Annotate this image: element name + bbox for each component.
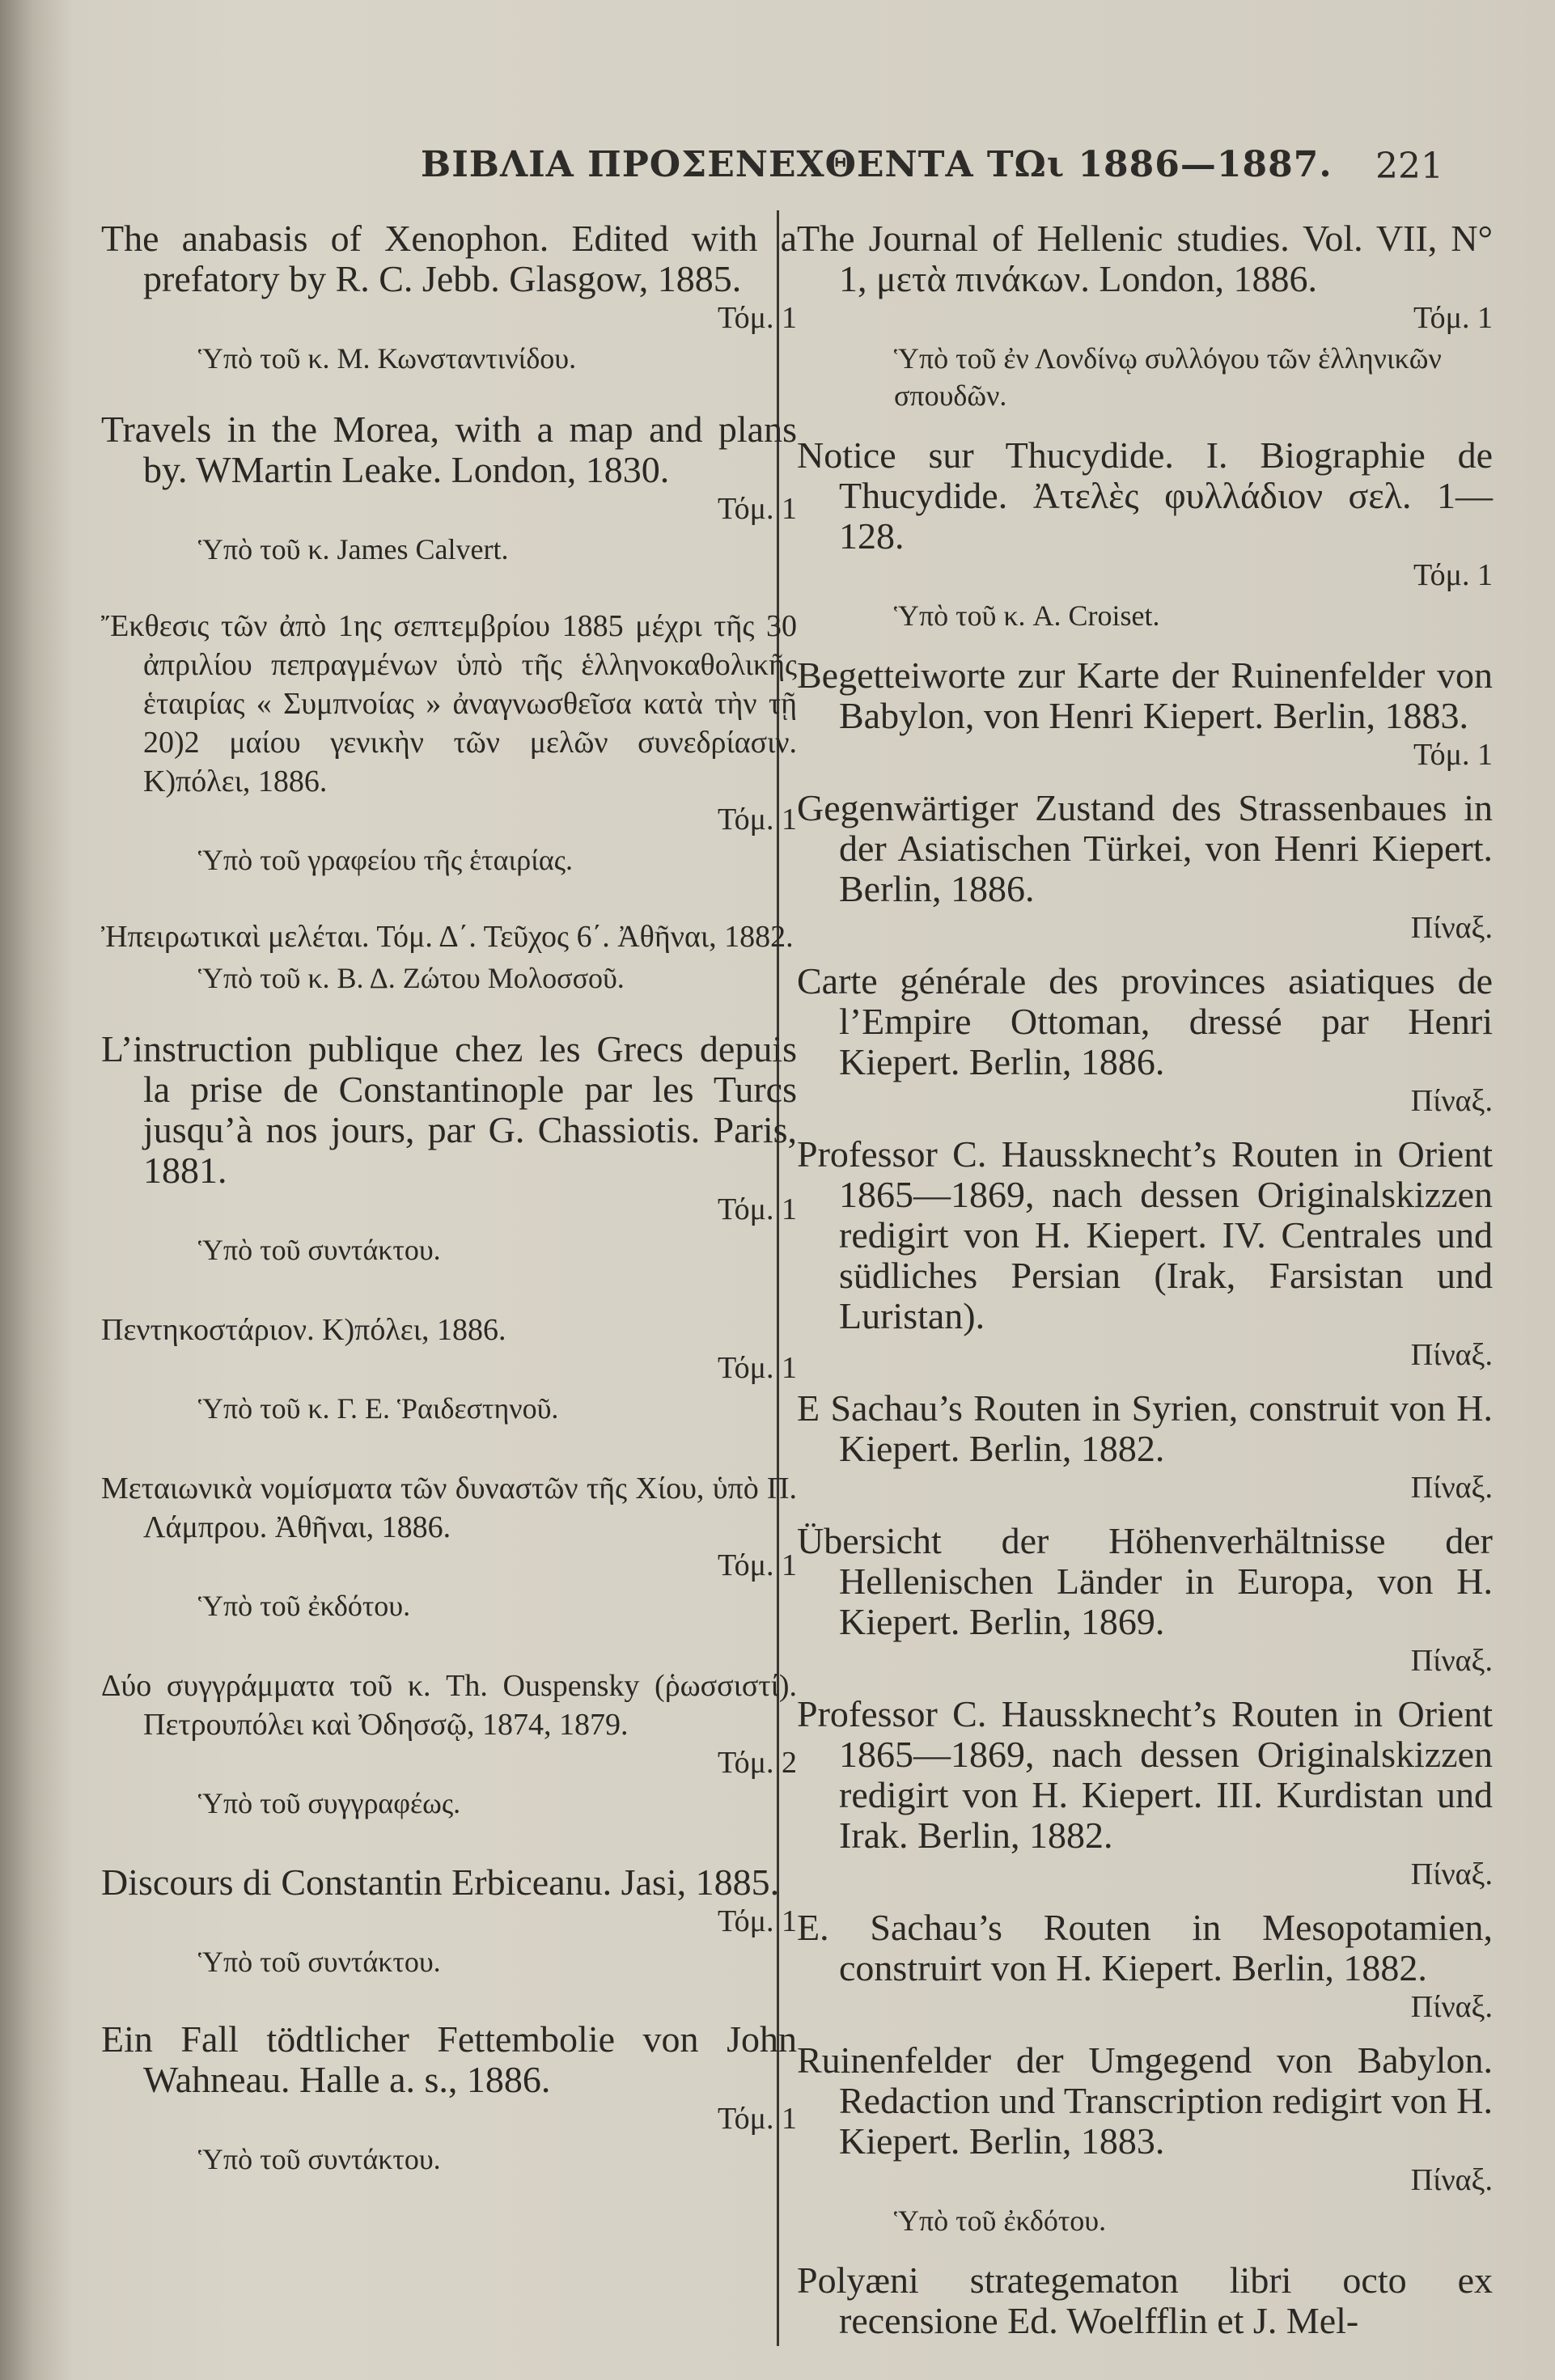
entry-title: Professor C. Haussknecht’s Routen in Orient 1865—1869, nach dessen Originalskizzen redigirt von H. Kiepert. IV. Centrales und südliches Persian (Irak, Farsistan und Luristan). bbox=[797, 1133, 1493, 1336]
entry-volume-count: Τόμ. 1 bbox=[1413, 301, 1493, 335]
entry-title: Ein Fall tödtlicher Fettembolie von John Wahneau. Halle a. s., 1886. bbox=[101, 2018, 797, 2100]
catalog-entry bbox=[797, 961, 1493, 1120]
entry-title: The Journal of Hellenic studies. Vol. VII, N° 1, μετὰ πινάκων. London, 1886. bbox=[797, 218, 1493, 299]
entry-volume-count: Πίναξ. bbox=[1410, 1084, 1493, 1118]
entry-volume-count: Τόμ. 1 bbox=[718, 803, 797, 836]
entry-donor: Ὑπὸ τοῦ ἐκδότου. bbox=[198, 1590, 411, 1622]
entry-volume-count: Τόμ. 1 bbox=[718, 2102, 797, 2136]
entry-volume-count: Πίναξ. bbox=[1410, 1990, 1493, 2024]
page-header bbox=[0, 138, 1555, 194]
entry-title: Ruinenfelder der Umgegend von Babylon. Redaction und Transcription redigirt von H. Kiepert. Berlin, 1883. bbox=[797, 2039, 1493, 2162]
entry-title: Discours di Constantin Erbiceanu. Jasi, 1885. bbox=[101, 1861, 780, 1903]
catalog-entry bbox=[101, 1469, 797, 1624]
entry-title: Travels in the Morea, with a map and plans by. WMartin Leake. London, 1830. bbox=[101, 409, 797, 490]
entry-volume-count: Τόμ. 1 bbox=[1413, 558, 1493, 592]
catalog-entry bbox=[101, 1029, 797, 1268]
entry-volume-count: Τόμ. 1 bbox=[718, 1192, 797, 1226]
catalog-entry bbox=[797, 1134, 1493, 1374]
entry-title: Gegenwärtiger Zustand des Strassenbaues in der Asiatischen Türkei, von Henri Kiepert. Berlin, 1886. bbox=[797, 787, 1493, 909]
entry-volume-count: Τόμ. 2 bbox=[718, 1746, 797, 1780]
left-column bbox=[101, 218, 797, 2178]
entry-title: The anabasis of Xenophon. Edited with a prefatory by R. C. Jebb. Glasgow, 1885. bbox=[101, 218, 797, 299]
right-column bbox=[797, 218, 1493, 2341]
entry-donor: Ὑπὸ τοῦ συγγραφέως. bbox=[198, 1787, 461, 1819]
catalog-entry bbox=[101, 917, 797, 997]
entry-title: Begetteiworte zur Karte der Ruinenfelder von Babylon, von Henri Kiepert. Berlin, 1883. bbox=[797, 654, 1493, 736]
entry-donor: Ὑπὸ τοῦ ἐκδότου. bbox=[894, 2204, 1107, 2237]
catalog-entry bbox=[101, 218, 797, 377]
entry-volume-count: Πίναξ. bbox=[1410, 1857, 1493, 1891]
entry-donor: Ὑπὸ τοῦ συντάκτου. bbox=[198, 1234, 441, 1266]
catalog-entry bbox=[101, 409, 797, 568]
entry-donor: Ὑπὸ τοῦ συντάκτου. bbox=[198, 2143, 441, 2175]
catalog-entry bbox=[101, 1862, 797, 1980]
catalog-entry bbox=[101, 1666, 797, 1822]
entry-title: Πεντηκοστάριον. Κ)πόλει, 1886. bbox=[101, 1313, 506, 1347]
catalog-entry bbox=[797, 218, 1493, 414]
entry-volume-count: Πίναξ. bbox=[1410, 1471, 1493, 1505]
entry-title: Μεταιωνικὰ νομίσματα τῶν δυναστῶν τῆς Χίου, ὑπὸ Π. Λάμπρου. Ἀθῆναι, 1886. bbox=[101, 1472, 797, 1544]
catalog-entry bbox=[797, 435, 1493, 634]
catalog-entry bbox=[797, 1388, 1493, 1506]
catalog-entry bbox=[797, 788, 1493, 946]
entry-title: Notice sur Thucydide. I. Biographie de Thucydide. Ἀτελὲς φυλλάδιον σελ. 1—128. bbox=[797, 434, 1493, 557]
entry-donor: Ὑπὸ τοῦ κ. Β. Δ. Ζώτου Μολοσσοῦ. bbox=[198, 962, 625, 994]
entry-donor: Ὑπὸ τοῦ κ. Γ. Ε. Ῥαιδεστηνοῦ. bbox=[198, 1392, 559, 1425]
catalog-entry bbox=[101, 1311, 797, 1427]
entry-title: L’instruction publique chez les Grecs depuis la prise de Constantinople par les Turcs jusqu’à nos jours, par G. Chassiotis. Paris, 1881. bbox=[101, 1028, 797, 1191]
entry-title: Δύο συγγράμματα τοῦ κ. Th. Ouspensky (ῥωσσιστί). Πετρουπόλει καὶ Ὀδησσῷ, 1874, 1879. bbox=[101, 1669, 797, 1742]
entry-title: E Sachau’s Routen in Syrien, construit von H. Kiepert. Berlin, 1882. bbox=[797, 1387, 1493, 1469]
catalog-entry bbox=[797, 2040, 1493, 2239]
entry-volume-count: Τόμ. 1 bbox=[718, 1351, 797, 1385]
running-title: ΒΙΒΛΙΑ ΠΡΟΣΕΝΕΧΘΕΝΤΑ ΤΩι 1886—1887. bbox=[421, 144, 1333, 185]
catalog-entry bbox=[797, 1521, 1493, 1679]
entry-donor: Ὑπὸ τοῦ κ. A. Croiset. bbox=[894, 599, 1160, 632]
entry-title: Ἠπειρωτικαὶ μελέται. Τόμ. Δ΄. Τεῦχος 6΄. Ἀθῆναι, 1882. bbox=[101, 920, 794, 954]
page-number: 221 bbox=[1375, 146, 1443, 187]
entry-title: Ἔκθεσις τῶν ἀπὸ 1ης σεπτεμβρίου 1885 μέχρι τῆς 30 ἀπριλίου πεπραγμένων ὑπὸ τῆς ἑλληνοκαθολικῆς ἑταιρίας « Συμπνοίας » ἀναγνωσθεῖσα κατὰ τὴν τῇ 20)2 μαίου γενικὴν τῶν μελῶν συνεδρίασιν. Κ)πόλει, 1886. bbox=[101, 609, 797, 798]
entry-volume-count: Τόμ. 1 bbox=[718, 1904, 797, 1938]
entry-title: Carte générale des provinces asiatiques de l’Empire Ottoman, dressé par Henri Kiepert. Berlin, 1886. bbox=[797, 960, 1493, 1082]
entry-title: Professor C. Haussknecht’s Routen in Orient 1865—1869, nach dessen Originalskizzen redigirt von H. Kiepert. III. Kurdistan und Irak. Berlin, 1882. bbox=[797, 1693, 1493, 1856]
entry-title: Übersicht der Höhenverhältnisse der Hellenischen Länder in Europa, von H. Kiepert. Berlin, 1869. bbox=[797, 1520, 1493, 1642]
entry-donor: Ὑπὸ τοῦ ἐν Λονδίνῳ συλλόγου τῶν ἑλληνικῶν σπουδῶν. bbox=[894, 342, 1442, 412]
entry-volume-count: Πίναξ. bbox=[1410, 1644, 1493, 1678]
catalog-entry bbox=[101, 607, 797, 879]
catalog-entry bbox=[101, 2019, 797, 2178]
catalog-entry bbox=[797, 1694, 1493, 1893]
entry-title: E. Sachau’s Routen in Mesopotamien, construirt von H. Kiepert. Berlin, 1882. bbox=[797, 1907, 1493, 1988]
entry-volume-count: Τόμ. 1 bbox=[718, 301, 797, 335]
entry-volume-count: Πίναξ. bbox=[1410, 911, 1493, 945]
entry-donor: Ὑπὸ τοῦ κ. Μ. Κωνσταντινίδου. bbox=[198, 342, 577, 375]
entry-title: Polyæni strategematon libri octo ex recensione Ed. Woelfflin et J. Mel- bbox=[797, 2259, 1493, 2341]
entry-volume-count: Τόμ. 1 bbox=[718, 492, 797, 526]
entry-volume-count: Πίναξ. bbox=[1410, 1338, 1493, 1372]
entry-volume-count: Τόμ. 1 bbox=[718, 1548, 797, 1582]
catalog-entry bbox=[797, 2260, 1493, 2341]
entry-donor: Ὑπὸ τοῦ συντάκτου. bbox=[198, 1946, 441, 1978]
entry-volume-count: Τόμ. 1 bbox=[1413, 738, 1493, 772]
entry-donor: Ὑπὸ τοῦ κ. James Calvert. bbox=[198, 533, 509, 565]
catalog-entry bbox=[797, 655, 1493, 773]
entry-donor: Ὑπὸ τοῦ γραφείου τῆς ἑταιρίας. bbox=[198, 844, 573, 876]
catalog-entry bbox=[797, 1908, 1493, 2026]
entry-volume-count: Πίναξ. bbox=[1410, 2163, 1493, 2197]
